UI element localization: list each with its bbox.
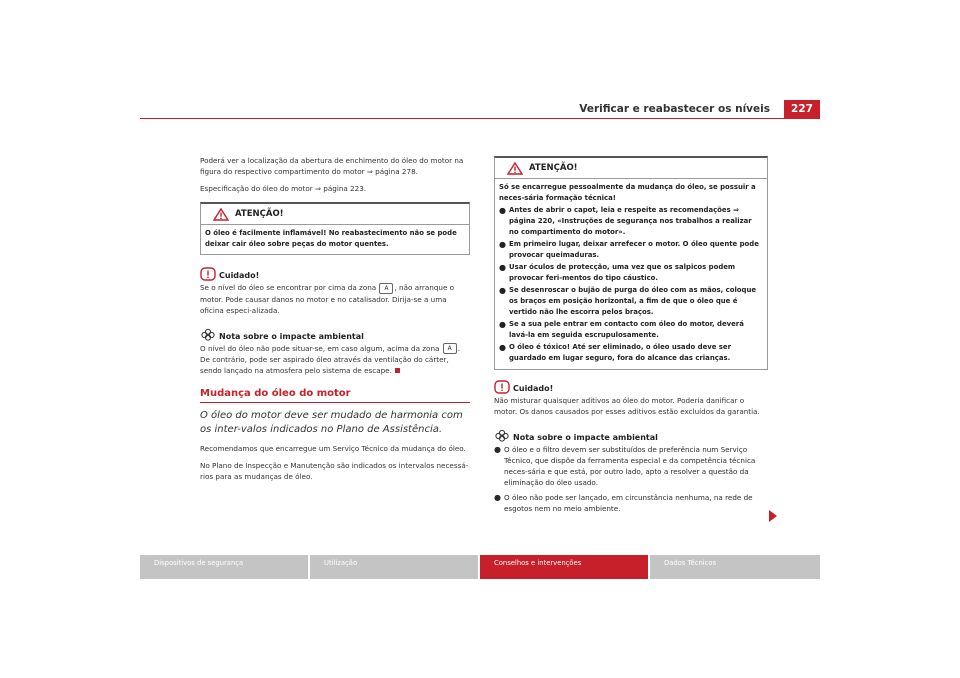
caution-text-end: , não arranque o motor. Pode causar danos no motor e no catalisador. Dirija-se a uma oficina especi-alizada. (200, 283, 455, 315)
list-item-text: O óleo não pode ser lançado, em circunstância nenhuma, na rede de esgotos nem no meio ambiente. (504, 493, 753, 513)
warning-text: O óleo é facilmente inflamável! No reabastecimento não se pode deixar cair óleo sobre peças do motor quentes. (201, 224, 469, 254)
caution-block (200, 267, 470, 316)
zone-code-badge: A (379, 283, 393, 294)
caution-title: Cuidado! (513, 384, 554, 393)
environment-note-block (494, 429, 768, 514)
footer-tab-safety[interactable] (140, 555, 308, 579)
oil-change-section (200, 388, 470, 482)
list-item-text: Em primeiro lugar, deixar arrefecer o motor. O óleo quente pode provocar queimaduras. (509, 240, 759, 259)
warning-intro: Só se encarregue pessoalmente da mudança do óleo, se possuir a neces-sária formação técnica! (499, 183, 756, 202)
caution-icon (200, 267, 216, 281)
warning-box-oil-change (494, 156, 768, 370)
caution-header (200, 267, 470, 281)
bullet-icon: ● (499, 240, 506, 249)
list-item (499, 319, 763, 341)
continue-arrow-icon (769, 510, 777, 522)
section-heading: Mudança do óleo do motor (200, 388, 351, 399)
caution-text: Não misturar quaisquer aditivos ao óleo do motor. Poderia danificar o motor. Os danos causados por esses aditivos estão excluídos da garantia. (494, 396, 760, 416)
bullet-icon: ● (499, 263, 506, 272)
footer-tab-label: Dados Técnicos (664, 559, 717, 567)
list-item (494, 492, 768, 514)
footer-tab-advice[interactable] (480, 555, 648, 579)
list-item-text: Usar óculos de protecção, uma vez que os salpicos podem provocar feri-mentos do tipo cáustico. (509, 263, 736, 282)
footer-tab-usage[interactable] (310, 555, 478, 579)
recommend-text: Recomendamos que encarregue um Serviço Técnico da mudança do óleo. (200, 444, 466, 453)
list-item (499, 205, 763, 238)
list-item (499, 285, 763, 318)
list-item-text: Se a sua pele entrar em contacto com óleo do motor, deverá lavá-la em seguida escrupulosamente. (509, 320, 744, 339)
caution-header (494, 380, 768, 394)
env-text-end: . De contrário, pode ser aspirado óleo através da ventilação do cárter, sendo lançado na atmosfera pelo sistema de escape. (200, 343, 461, 375)
list-item-text: Se desenroscar o bujão de purga do óleo com as mãos, coloque os braços em posição horizontal, a fim de que o óleo que é vertido não lhe escorra pelos braços. (509, 286, 757, 316)
plan-text: No Plano de Inspecção e Manutenção são indicados os intervalos necessá-rios para as mudanças de óleo. (200, 461, 469, 481)
caution-text (200, 282, 470, 316)
caution-block (494, 380, 768, 417)
warning-list (499, 205, 763, 364)
list-item-text: O óleo e o filtro devem ser substituídos de preferência num Serviço Técnico, que dispõe da ferramenta especial e da competência técnica neces-sária e que está, por outro lado, apto a resolver a questão da eliminação do óleo usado. (504, 445, 756, 487)
warning-box-flammable (200, 202, 470, 255)
right-column (494, 156, 768, 518)
warning-header (201, 204, 469, 224)
fill-location-text: Poderá ver a localização da abertura de enchimento do óleo do motor na figura do respectivo compartimento do motor ⇒ página 278. (200, 156, 464, 176)
footer-tab-label: Conselhos e intervenções (494, 559, 582, 567)
oil-spec-text: Especificação do óleo do motor ⇒ página 223. (200, 184, 367, 193)
environment-note-block (200, 328, 470, 377)
bullet-icon: ● (494, 493, 501, 502)
caution-text-start: Se o nível do óleo se encontrar por cima da zona (200, 283, 377, 292)
environment-note-title: Nota sobre o impacte ambiental (513, 433, 658, 442)
list-item (499, 239, 763, 261)
zone-code-badge: A (443, 343, 457, 354)
bullet-icon: ● (499, 320, 506, 329)
list-item (499, 342, 763, 364)
section-subtitle: O óleo do motor deve ser mudado de harmonia com os inter-valos indicados no Plano de Assistência. (200, 410, 463, 435)
warning-title: ATENÇÃO! (529, 162, 578, 173)
bullet-icon: ● (494, 445, 501, 454)
env-text-start: O nível do óleo não pode situar-se, em caso algum, acima da zona (200, 343, 440, 353)
bullet-icon: ● (499, 286, 506, 295)
footer-tab-label: Dispositivos de segurança (154, 559, 244, 567)
environment-note-header (494, 429, 768, 443)
left-column (200, 155, 470, 488)
warning-header (495, 158, 767, 178)
header-rule (140, 118, 820, 119)
bullet-icon: ● (499, 343, 506, 352)
list-item (499, 262, 763, 284)
warning-triangle-icon (213, 208, 229, 221)
warning-title: ATENÇÃO! (235, 208, 284, 219)
section-rule (200, 402, 470, 403)
list-item-text: Antes de abrir o capot, leia e respeite as recomendações ⇒ página 220, «Instruções de segurança nos trabalhos a realizar no compartimento do motor». (509, 206, 752, 236)
end-of-section-mark (395, 368, 400, 373)
environment-note-text (200, 343, 470, 377)
list-item-text: O óleo é tóxico! Até ser eliminado, o óleo usado deve ser guardado em lugar seguro, fora do alcance das crianças. (509, 343, 731, 362)
footer-tab-technical-data[interactable] (650, 555, 820, 579)
flower-eco-icon (494, 429, 510, 443)
footer-tab-label: Utilização (324, 559, 358, 567)
running-header-title: Verificar e reabastecer os níveis (579, 103, 770, 115)
caution-icon (494, 380, 510, 394)
caution-title: Cuidado! (219, 271, 260, 280)
environment-list (494, 444, 768, 514)
page-number: 227 (784, 100, 820, 118)
environment-note-header (200, 328, 470, 342)
warning-triangle-icon (507, 162, 523, 175)
list-item (494, 444, 768, 488)
flower-eco-icon (200, 328, 216, 342)
bullet-icon: ● (499, 206, 506, 215)
environment-note-title: Nota sobre o impacte ambiental (219, 331, 364, 341)
warning-body (495, 178, 767, 369)
